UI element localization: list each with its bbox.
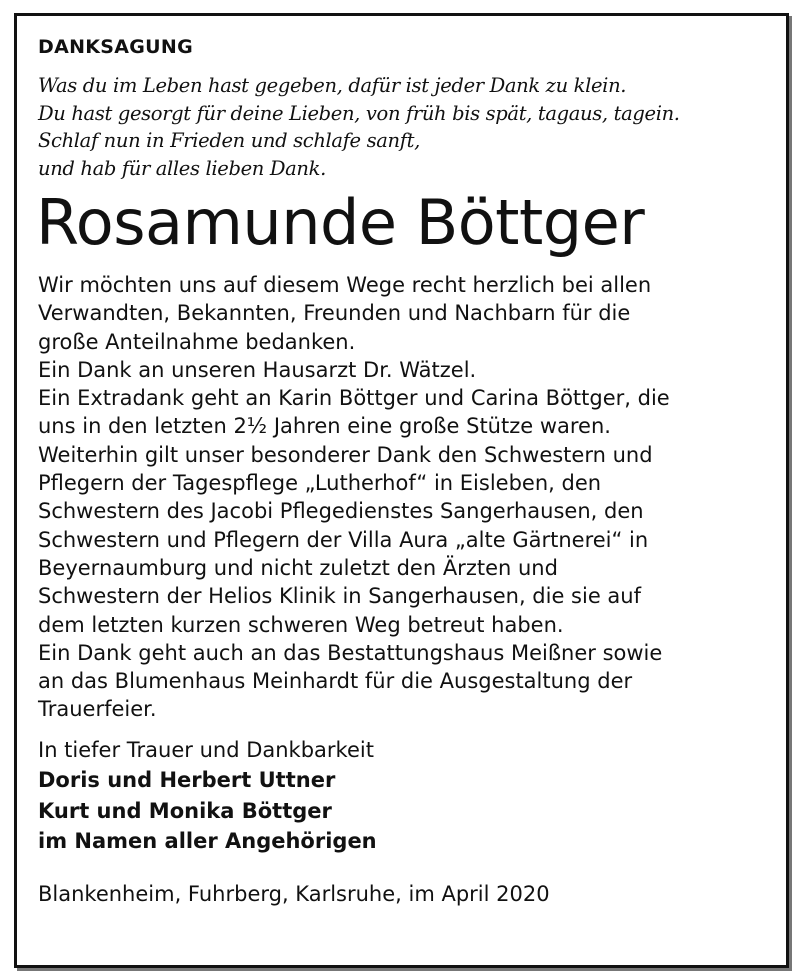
- body-line: Wir möchten uns auf diesem Wege recht herzlich bei allen: [38, 273, 652, 297]
- body-line: Weiterhin gilt unser besonderer Dank den Schwestern und: [38, 442, 653, 467]
- body-line: Ein Extradank geht an Karin Böttger und Carina Böttger, die: [38, 386, 670, 411]
- poem-line: Was du im Leben hast gegeben, dafür ist jeder Dank zu klein.: [38, 74, 627, 97]
- poem-line: Schlaf nun in Frieden und schlafe sanft,: [38, 129, 420, 152]
- notice-heading: DANKSAGUNG: [38, 36, 194, 58]
- poem-line: Du hast gesorgt für deine Lieben, von früh bis spät, tagaus, tagein.: [38, 101, 680, 125]
- body-line: Schwestern des Jacobi Pflegedienstes Sangerhausen, den: [38, 499, 644, 524]
- body-line: dem letzten kurzen schweren Weg betreut haben.: [38, 612, 564, 637]
- signatory-line: im Namen aller Angehörigen: [38, 829, 377, 854]
- body-line: uns in den letzten 2½ Jahren eine große Stütze waren.: [38, 414, 611, 439]
- body-line: Ein Dank geht auch an das Bestattungshaus Meißner sowie: [38, 640, 663, 665]
- notice-content: [38, 33, 778, 909]
- place-date: Blankenheim, Fuhrberg, Karlsruhe, im April 2020: [38, 881, 550, 906]
- poem: [38, 72, 778, 182]
- body-line: Schwestern der Helios Klinik in Sangerhausen, die sie auf: [38, 584, 642, 609]
- body-line: Ein Dank an unseren Hausarzt Dr. Wätzel.: [38, 357, 477, 382]
- body-line: Trauerfeier.: [38, 697, 157, 722]
- body-line: Verwandten, Bekannten, Freunden und Nachbarn für die: [38, 301, 631, 326]
- signatory-line: Kurt und Monika Böttger: [38, 798, 332, 823]
- closing-intro: In tiefer Trauer und Dankbarkeit: [38, 737, 374, 762]
- acknowledgement-text: [38, 271, 778, 724]
- body-line: große Anteilnahme bedanken.: [38, 329, 356, 354]
- body-line: an das Blumenhaus Meinhardt für die Ausgestaltung der: [38, 669, 633, 694]
- signatory-line: Doris und Herbert Uttner: [38, 768, 336, 793]
- body-line: Schwestern und Pflegern der Villa Aura „alte Gärtnerei“ in: [38, 527, 649, 552]
- deceased-name: Rosamunde Böttger: [36, 186, 645, 259]
- closing-block: [38, 735, 778, 857]
- poem-line: und hab für alles lieben Dank.: [38, 156, 326, 180]
- body-line: Beyernaumburg und nicht zuletzt den Ärzten und: [38, 555, 558, 580]
- body-line: Pflegern der Tagespflege „Lutherhof“ in Eisleben, den: [38, 471, 602, 496]
